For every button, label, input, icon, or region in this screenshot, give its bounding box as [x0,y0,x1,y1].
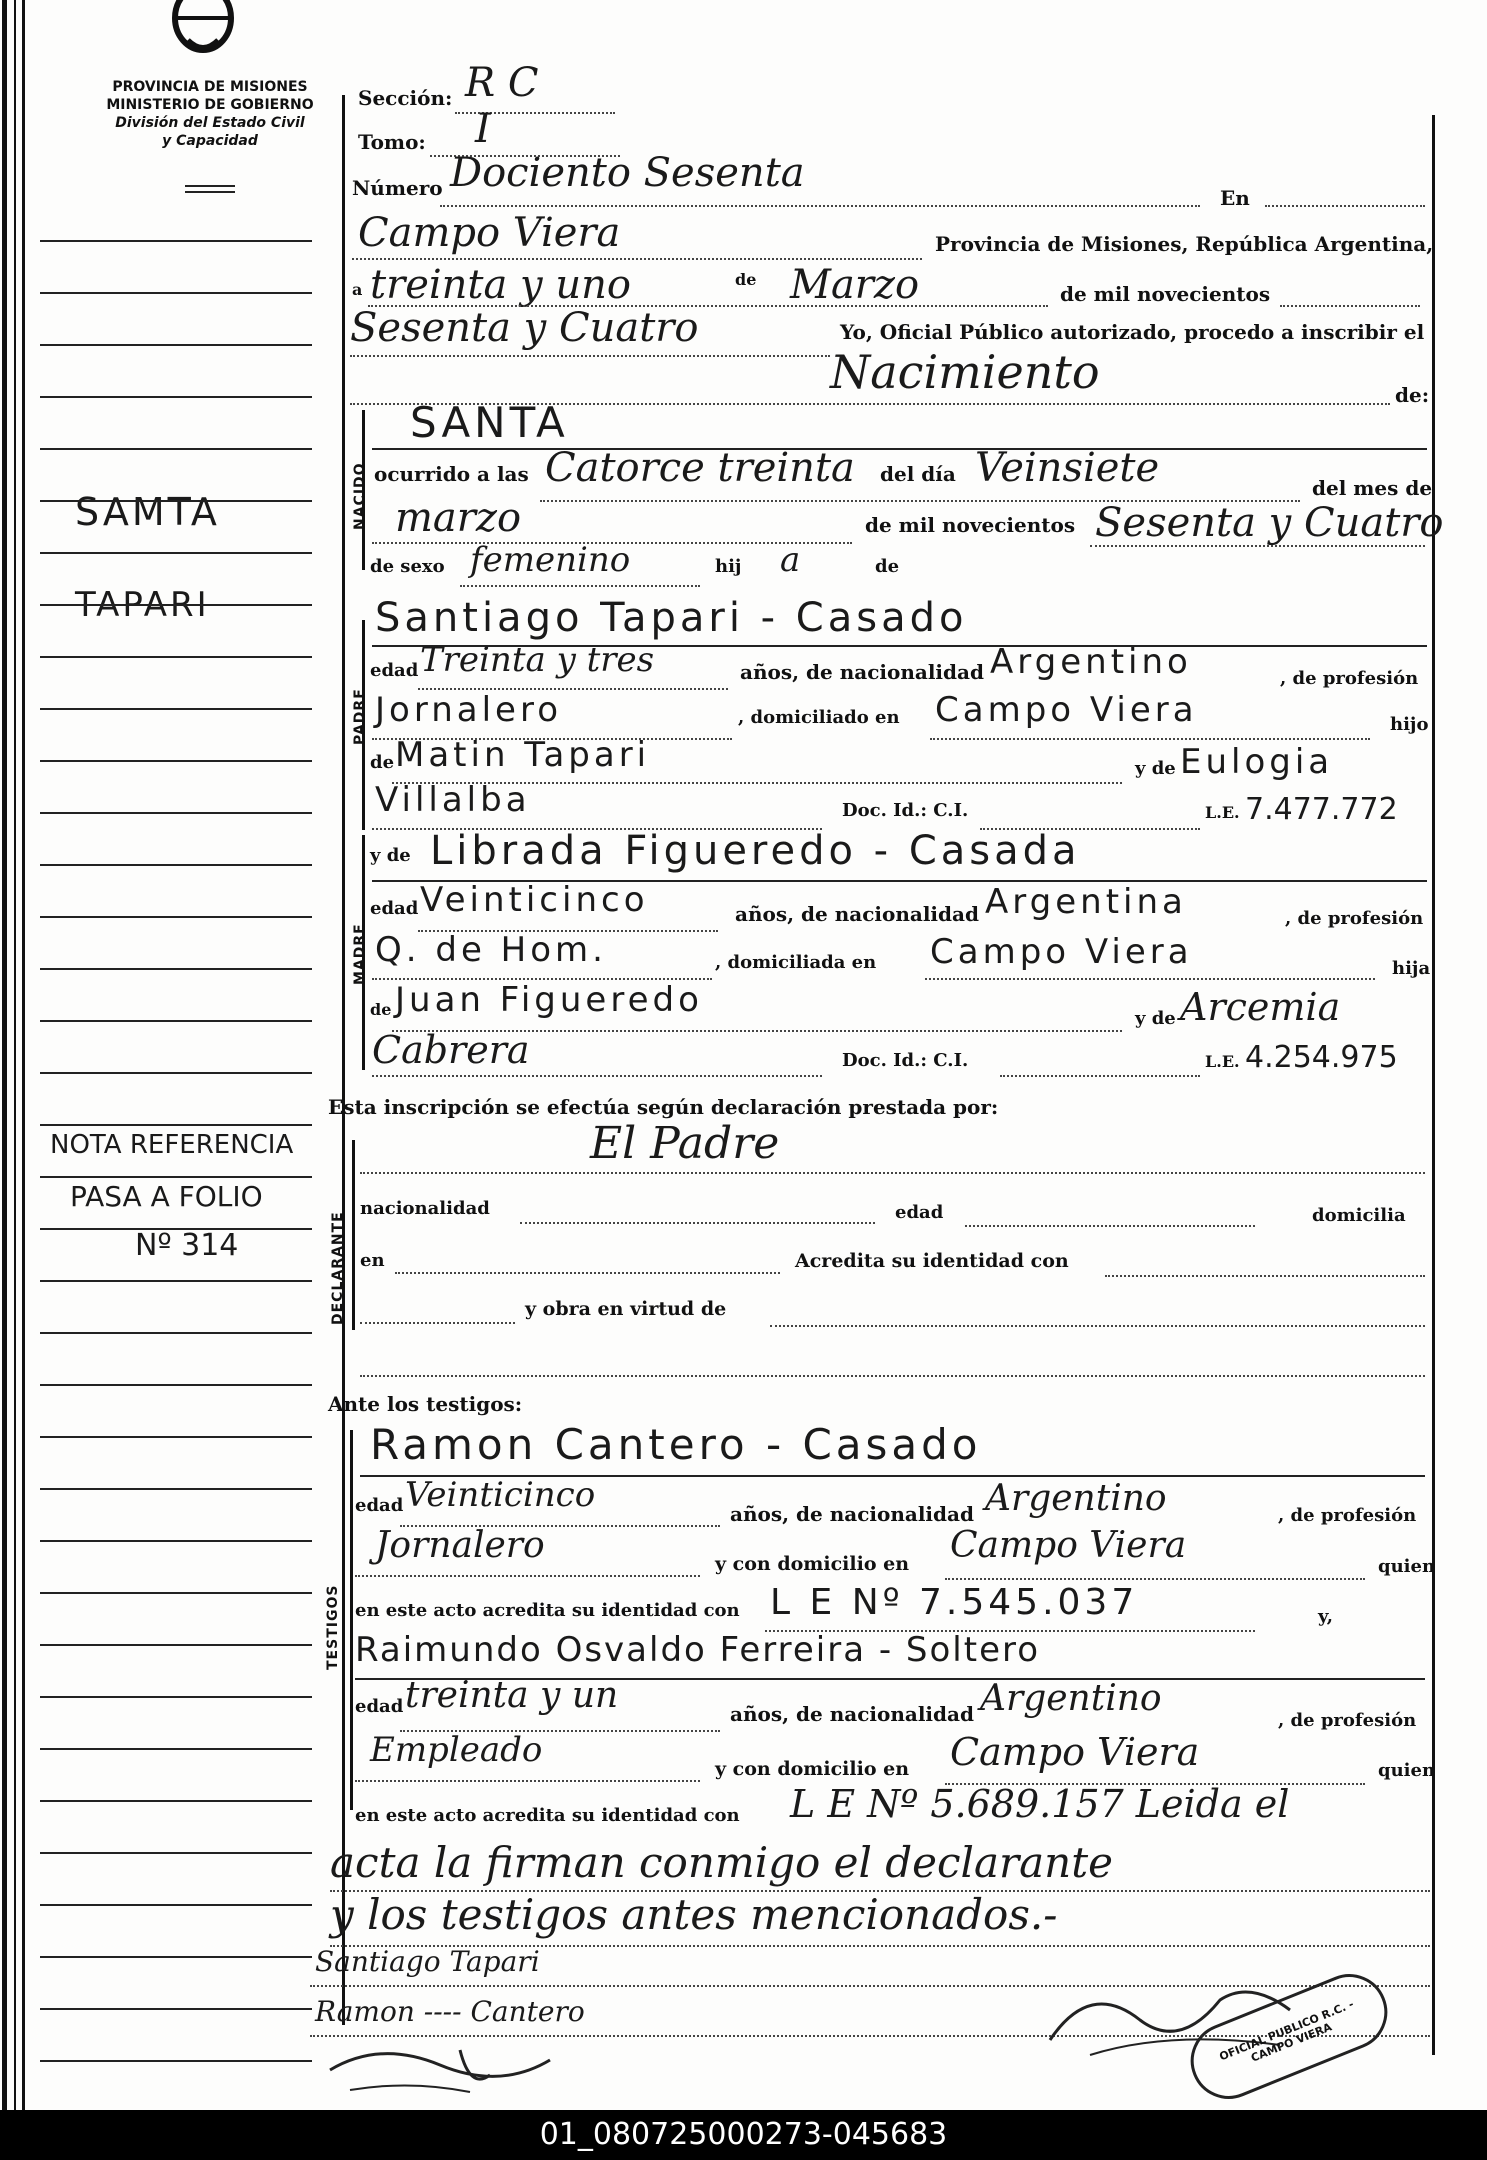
header-block [80,78,340,150]
t2-quien-label: quien [1378,1760,1436,1781]
padre-edad-value: Treinta y tres [420,640,655,680]
margin-rule-line [40,812,312,814]
declarante-value: El Padre [590,1118,780,1169]
margin-rule-line [40,760,312,762]
margin-rule-line [40,1540,312,1542]
t1-quien-label: quien [1378,1556,1436,1577]
mes-value: Marzo [790,262,920,308]
abuela-m1-value: Arcemia [1180,985,1341,1029]
ante-label: Ante los testigos: [328,1392,523,1416]
margin-rule-line [40,396,312,398]
madre-y-de2-label: y de [1135,1008,1176,1029]
decl-en-label: en [360,1250,385,1271]
lugar-value: Campo Viera [358,210,621,256]
margin-rule-line [40,1176,312,1178]
padre-le-value: 7.477.772 [1245,792,1398,827]
mes-nac-value: marzo [395,495,522,541]
testigo2-value: Raimundo Osvaldo Ferreira - Soltero [355,1630,1041,1670]
closing-line-1: acta la firman conmigo el declarante [330,1838,1113,1887]
de-colon-label: de: [1395,383,1430,407]
t1-edad-label: edad [355,1495,404,1516]
margin-rule-line [40,1904,312,1906]
margin-rule-line [40,1020,312,1022]
en-label: En [1220,186,1250,210]
madre-nombre-value: Librada Figueredo - Casada [430,828,1081,874]
hora-value: Catorce treinta [545,445,855,491]
madre-edad-value: Veinticinco [420,880,649,920]
provincia-label: Provincia de Misiones, República Argentina, [935,232,1434,256]
declarante-side-label: DECLARANTE [330,1211,346,1325]
decl-nac-label: nacionalidad [360,1198,490,1219]
nacido-side-label: NACIDO [352,462,368,530]
t1-prof-label: , de profesión [1278,1505,1417,1526]
madre-side-label: MADRE [352,923,368,985]
margin-rule-line [40,448,312,450]
margin-rule-line [40,604,312,606]
padre-doc-label: Doc. Id.: C.I. [842,800,969,821]
a-label: a [352,280,363,299]
seccion-label: Sección: [358,86,453,110]
seccion-value: R C [465,60,539,106]
padre-prof-label: , de profesión [1280,668,1419,689]
numero-label: Número [352,176,443,200]
t2-edad-value: treinta y un [405,1675,619,1716]
margin-rule-line [40,552,312,554]
t1-prof-value: Jornalero [375,1525,545,1566]
margin-rule-line [40,2060,312,2062]
margin-rule-line [40,1800,312,1802]
t1-dom-value: Campo Viera [950,1525,1187,1566]
margin-rule-line [40,1696,312,1698]
de-mil-label: de mil novecientos [1060,282,1271,306]
madre-le-value: 4.254.975 [1245,1040,1398,1075]
anio-nac-value: Sesenta y Cuatro [1095,500,1444,546]
tomo-label: Tomo: [358,130,426,154]
padre-le-label: L.E. [1205,803,1240,822]
madre-y-de-label: y de [370,845,411,866]
t1-edad-value: Veinticinco [405,1475,596,1515]
madre-nac-value: Argentina [985,882,1187,922]
margin-rule-line [40,1592,312,1594]
acredita-label: Acredita su identidad con [795,1250,1069,1272]
t1-acto-label: en este acto acredita su identidad con [355,1600,740,1621]
padre-nac-label: años, de nacionalidad [740,660,984,684]
header-capacity: y Capacidad [162,133,258,149]
del-mes-label: del mes de [1312,476,1433,500]
testigo1-value: Ramon Cantero - Casado [370,1420,982,1469]
padre-side-label: PADRE [352,688,368,745]
padre-edad-label: edad [370,660,419,681]
padre-dom-value: Campo Viera [935,690,1198,730]
margin-rule-line [40,708,312,710]
abuela2-value: Villalba [375,780,531,820]
t2-dom-value: Campo Viera [950,1730,1200,1774]
t1-doc-value: L E Nº 7.545.037 [770,1582,1139,1623]
t1-dom-label: y con domicilio en [715,1553,910,1575]
esta-inscripcion-label: Esta inscripción se efectúa según declaración prestada por: [328,1095,999,1119]
t2-acto-label: en este acto acredita su identidad con [355,1805,740,1826]
decl-domicilia-label: domicilia [1312,1205,1406,1226]
t2-nac-value: Argentino [980,1678,1162,1719]
stamp-text: OFICIAL PUBLICO R.C. - CAMPO VIERA [1217,1997,1356,2065]
t2-doc-value: L E Nº 5.689.157 Leida el [790,1782,1290,1826]
margin-rule-line [40,1280,312,1282]
madre-prof-label: , de profesión [1285,908,1424,929]
t2-prof-label: , de profesión [1278,1710,1417,1731]
anio-value: Sesenta y Cuatro [350,305,699,351]
margin-rule-line [40,2008,312,2010]
margin-rule-line [40,1488,312,1490]
testigos-bar [350,1430,353,1810]
del-dia-label: del día [880,462,956,486]
y-de-label: y de [1135,758,1176,779]
main-left-border [342,95,345,2025]
declarante-bar [352,1140,355,1330]
margin-rule-line [40,1072,312,1074]
margin-rule-line [40,500,312,502]
madre-le-label: L.E. [1205,1052,1240,1071]
margin-rule-line [40,1644,312,1646]
margin-rule-line [40,1228,312,1230]
abuela-m2-value: Cabrera [372,1028,530,1072]
hij-label: hij [715,556,742,577]
binder-edge [0,0,40,2110]
margin-rule-line [40,292,312,294]
margin-surname: TAPARI [75,585,210,625]
margin-nota-3: Nº 314 [135,1228,239,1263]
margin-rule-line [40,1852,312,1854]
madre-nac-label: años, de nacionalidad [735,902,979,926]
margin-rule-line [40,240,312,242]
y-obra-label: y obra en virtud de [525,1298,727,1320]
de-mil2-label: de mil novecientos [865,513,1076,537]
hijo-label: hijo [1390,714,1429,735]
margin-rule-line [40,1748,312,1750]
de-label: de [735,270,757,289]
dia-nac-value: Veinsiete [975,445,1160,491]
margin-nota-1: NOTA REFERENCIA [50,1130,294,1160]
margin-name: SAMTA [75,490,220,534]
t1-y-label: y, [1318,1606,1334,1627]
madre-dom-value: Campo Viera [930,932,1193,972]
padre-de-label: de [370,752,395,773]
dia-value: treinta y uno [370,262,631,308]
domiciliado-label: , domiciliado en [738,707,900,728]
margin-rule-line [40,864,312,866]
hij-suffix-value: a [780,540,801,580]
abuelo-m-value: Juan Figueredo [395,980,703,1020]
abuelo-value: Matin Tapari [395,735,651,775]
margin-rule-line [40,1956,312,1958]
t2-prof-value: Empleado [370,1730,543,1770]
madre-edad-label: edad [370,898,419,919]
margin-nota-2: PASA A FOLIO [70,1180,263,1213]
decl-edad-label: edad [895,1202,944,1223]
margin-rule-line [40,968,312,970]
padre-prof-value: Jornalero [375,690,562,730]
ocurrido-label: ocurrido a las [374,462,529,486]
abuela1-value: Eulogia [1180,742,1334,782]
de-sexo-label: de sexo [370,556,445,577]
margin-rule-line [40,344,312,346]
margin-rule-line [40,916,312,918]
t2-nac-label: años, de nacionalidad [730,1702,974,1726]
t2-dom-label: y con domicilio en [715,1758,910,1780]
madre-de-label: de [370,1000,392,1019]
margin-rule-line [40,1384,312,1386]
margin-rule-line [40,1124,312,1126]
signature-scribble [320,2030,620,2100]
signature-father: Santiago Tapari [315,1945,540,1978]
de2-label: de [875,556,900,577]
hija-label: hija [1392,958,1431,979]
padre-nombre-value: Santiago Tapari - Casado [375,595,968,641]
acto-value: Nacimiento [830,345,1100,399]
tomo-value: I [475,106,491,152]
header-province: PROVINCIA DE MISIONES [112,79,308,95]
margin-rule-line [40,656,312,658]
header-division: División del Estado Civil [115,115,305,131]
padre-nac-value: Argentino [990,642,1192,682]
yo-label: Yo, Oficial Público autorizado, procedo a inscribir el [840,320,1425,344]
closing-line-2: y los testigos antes mencionados.- [330,1890,1058,1939]
header-ministry: MINISTERIO DE GOBIERNO [106,97,314,113]
signature-witness: Ramon ---- Cantero [315,1995,585,2028]
numero-value: Dociento Sesenta [450,150,805,196]
coat-of-arms-icon [168,0,238,60]
margin-rule-line [40,1436,312,1438]
document-id-footer: 01_080725000273-045683 [0,2110,1487,2160]
madre-doc-label: Doc. Id.: C.I. [842,1050,969,1071]
sexo-value: femenino [470,540,631,580]
testigos-side-label: TESTIGOS [325,1584,341,1670]
t2-edad-label: edad [355,1696,404,1717]
t1-nac-value: Argentino [985,1478,1167,1519]
margin-rule-line [40,1332,312,1334]
t1-nac-label: años, de nacionalidad [730,1502,974,1526]
nombre-value: SANTA [410,398,569,447]
madre-prof-value: Q. de Hom. [375,930,607,970]
domiciliada-label: , domiciliada en [715,952,877,973]
